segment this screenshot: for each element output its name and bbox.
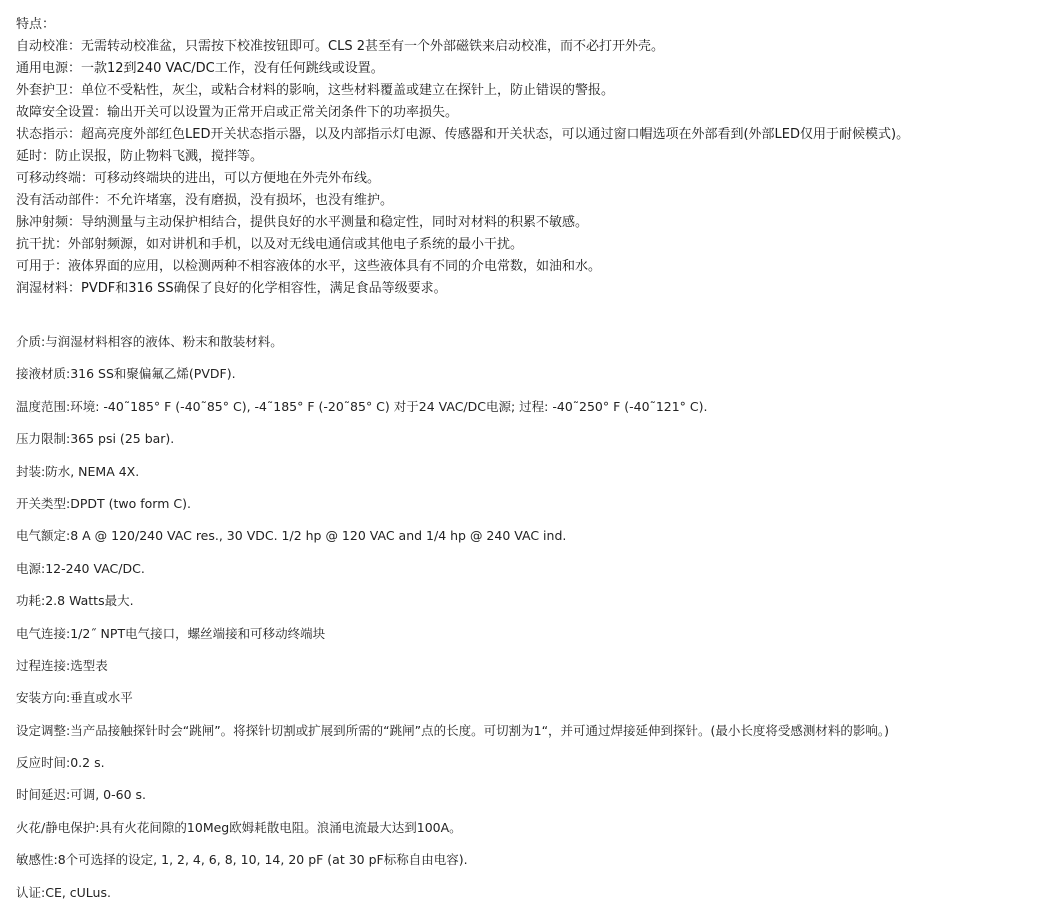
feature-line-pulsed-rf: 脉冲射频：导纳测量与主动保护相结合，提供良好的水平测量和稳定性，同时对材料的积累不敏感。 bbox=[16, 215, 589, 230]
spec-power-consumption: 功耗:2.8 Watts最大. bbox=[16, 593, 134, 609]
feature-line-auto-calibration: 自动校准：无需转动校准盆，只需按下校准按钮即可。CLS 2甚至有一个外部磁铁来启动校准，而不必打开外壳。 bbox=[16, 39, 664, 54]
spec-power-supply: 电源:12-240 VAC/DC. bbox=[16, 560, 145, 576]
feature-line-no-moving-parts: 没有活动部件：不允许堵塞，没有磨损，没有损坏，也没有维护。 bbox=[16, 193, 394, 208]
features-heading: 特点： bbox=[16, 17, 56, 32]
spec-wetted-materials: 接液材质:316 SS和聚偏氟乙烯(PVDF). bbox=[16, 366, 236, 382]
spec-spark-static-protection: 火花/静电保护:具有火花间隙的10Meg欧姆耗散电阻。浪涌电流最大达到100A。 bbox=[16, 819, 462, 835]
feature-line-universal-power: 通用电源：一款12到240 VAC/DC工作，没有任何跳线或设置。 bbox=[16, 61, 384, 76]
feature-line-coat-guard: 外套护卫：单位不受粘性，灰尘，或粘合材料的影响，这些材料覆盖或建立在探针上，防止错误的警报。 bbox=[16, 83, 615, 98]
spec-set-point-adjustment: 设定调整:当产品接触探针时会“跳闸”。将探针切割或扩展到所需的“跳闸”点的长度。可切割为1“，并可通过焊接延伸到探针。(最小长度将受感测材料的影响。) bbox=[16, 722, 890, 738]
features-section bbox=[16, 14, 1052, 300]
feature-line-delay: 延时：防止误报，防止物料飞溅，搅拌等。 bbox=[16, 149, 264, 164]
specifications-section bbox=[16, 331, 1052, 914]
feature-line-failsafe: 故障安全设置：输出开关可以设置为正常开启或正常关闭条件下的功率损失。 bbox=[16, 105, 459, 120]
feature-line-usable-for: 可用于：液体界面的应用，以检测两种不相容液体的水平，这些液体具有不同的介电常数，如油和水。 bbox=[16, 259, 602, 274]
feature-line-status-indication: 状态指示：超高亮度外部红色LED开关状态指示器，以及内部指示灯电源、传感器和开关状态，可以通过窗口帽选项在外部看到(外部LED仅用于耐候模式)。 bbox=[16, 127, 910, 142]
spec-electrical-rating: 电气额定:8 A @ 120/240 VAC res., 30 VDC. 1/2 hp @ 120 VAC and 1/4 hp @ 240 VAC ind. bbox=[16, 528, 567, 544]
spec-electrical-connection: 电气连接:1/2˝ NPT电气接口，螺丝端接和可移动终端块 bbox=[16, 625, 326, 641]
spec-process-connection: 过程连接:选型表 bbox=[16, 657, 108, 673]
document-body bbox=[16, 14, 1052, 300]
spec-sensitivity: 敏感性:8个可选择的设定, 1, 2, 4, 6, 8, 10, 14, 20 pF (at 30 pF标称自由电容). bbox=[16, 852, 468, 868]
feature-line-interference: 抗干扰：外部射频源，如对讲机和手机，以及对无线电通信或其他电子系统的最小干扰。 bbox=[16, 237, 524, 252]
spec-temperature-range: 温度范围:环境: -40˜185° F (-40˜85° C), -4˜185° F (-20˜85° C) 对于24 VAC/DC电源; 过程: -40˜250° F (-40˜121° C). bbox=[16, 398, 708, 414]
spec-enclosure: 封装:防水, NEMA 4X. bbox=[16, 463, 140, 479]
spec-media: 介质:与润湿材料相容的液体、粉末和散装材料。 bbox=[16, 334, 283, 349]
spec-switch-type: 开关类型:DPDT (two form C). bbox=[16, 495, 191, 511]
spec-time-delay: 时间延迟:可调, 0-60 s. bbox=[16, 787, 146, 803]
spec-agency-approvals: 认证:CE, cULus. bbox=[16, 884, 111, 900]
feature-line-wetted-materials: 润湿材料：PVDF和316 SS确保了良好的化学相容性，满足食品等级要求。 bbox=[16, 281, 447, 296]
feature-line-removable-terminal: 可移动终端：可移动终端块的进出，可以方便地在外壳外布线。 bbox=[16, 171, 381, 186]
spec-mounting-orientation: 安装方向:垂直或水平 bbox=[16, 690, 133, 706]
spec-response-time: 反应时间:0.2 s. bbox=[16, 755, 105, 771]
spec-pressure-limit: 压力限制:365 psi (25 bar). bbox=[16, 431, 175, 447]
